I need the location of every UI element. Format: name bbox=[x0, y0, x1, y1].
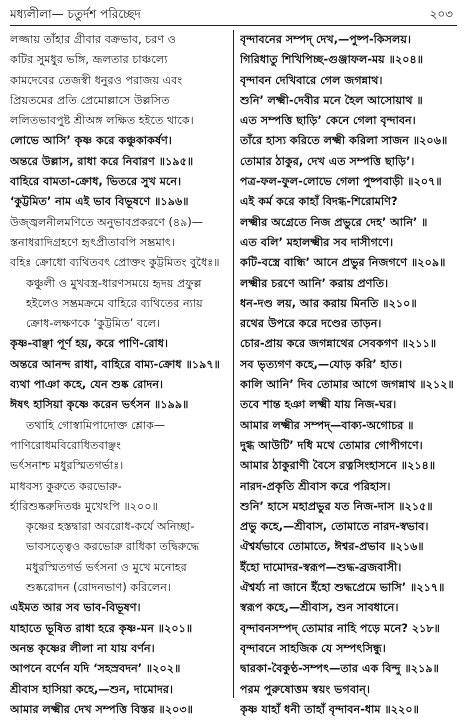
right-text-line: আমার লক্ষ্মীর সম্পদ্—বাক্য-অগোচর ॥ bbox=[240, 418, 414, 432]
right-text-line: কালি আনি’ দিব তোমার আগে জগন্নাথ ॥২১২॥ bbox=[240, 378, 454, 392]
left-text-line: অন্তরে উল্লাস, রাধা করে নিবারণ ॥১৯৫॥ bbox=[10, 154, 194, 168]
left-text-line: বাহিরে বামতা-ক্রোধ, ভিতরে সুখ মনে। bbox=[10, 175, 182, 189]
right-text-line: শুনি’ হাসে মহাপ্রভুর যত নিজ-দাস ॥২১৫॥ bbox=[240, 499, 433, 513]
left-column bbox=[10, 30, 232, 720]
left-text-line: যাহাতে ভূষিত রাধা হরে কৃষ্ণ-মন ॥২০১॥ bbox=[10, 621, 193, 635]
right-text-line: শুনি’ লক্ষ্মী-দেবীর মনে হৈল আসোয়াথ ॥ bbox=[240, 93, 423, 107]
left-text-line: ক্রোধ-লক্ষণকে ‘কুট্টমিত’ বলে। bbox=[26, 317, 160, 331]
left-text-line: অন্তরে আনন্দ রাধা, বাহিরে বাম্য-ক্রোধ ॥১৯৭॥ bbox=[10, 357, 221, 371]
right-text-line: তাঁরে হাস্য করিতে লক্ষ্মী করিলা সাজন ॥২০৬॥ bbox=[240, 134, 448, 148]
page-header bbox=[0, 0, 469, 24]
right-text-line: দ্বারকা-বৈকুণ্ঠ-সম্পৎ—তার এক বিন্দু ॥২১৯॥ bbox=[240, 662, 439, 676]
right-column bbox=[240, 30, 462, 720]
right-text-line: সব ভৃত্যগণ কহে,—যোড় করি’ হাত। bbox=[240, 357, 403, 371]
left-text-line: ভর্ৎসনাশ্চ মধুরস্মিতগর্ভাঃ। bbox=[10, 459, 124, 473]
left-text-line: অনন্ত কৃষ্ণের লীলা না যায় বর্ণন। bbox=[10, 641, 155, 655]
left-text-line: মাধবস্য কুরুতে করভোরু- bbox=[10, 479, 122, 493]
right-text-line: গিরিধাতু শিখিপিচ্ছ-গুঞ্জাফল-ময় ॥২০৪॥ bbox=[240, 53, 424, 67]
left-text-line: তথাহি গোস্বামিপাদোক্ত শ্লোক— bbox=[26, 418, 166, 432]
page-number: ২০৩ bbox=[429, 7, 453, 21]
right-text-line: ধন-দণ্ড লয়, আর করায় মিনতি ॥২১০॥ bbox=[240, 296, 417, 310]
right-text-line: লক্ষ্মীর চরণে আনি’ করায় প্রণতি। bbox=[240, 276, 389, 290]
left-text-line: লোভে আসি’ কৃষ্ণ করে কঞ্চুকাকর্ষণ। bbox=[10, 134, 172, 148]
right-text-line: প্রভু কহে,—শ্রীবাস, তোমাতে নারদ-স্বভাব। bbox=[240, 520, 429, 534]
left-text-line: শুষ্করোদন (রোদনভাণ) করিলেন। bbox=[26, 581, 171, 595]
right-text-line: তোমার ঠাকুর, দেখ এত সম্পত্তি ছাড়ি’। bbox=[240, 154, 415, 168]
right-text-line: পরম পুরুষোত্তম স্বয়ং ভগবান্। bbox=[240, 682, 370, 696]
left-text-line: কৃষ্ণ-বাঞ্ছা পূর্ণ হয়, করে পাণি-রোধ। bbox=[10, 337, 168, 351]
left-text-line: আপনে বর্ণেন যদি ‘সহস্রবদন’ ॥২০২॥ bbox=[10, 662, 181, 676]
left-text-line: ললিতভাবপুষ্ট শ্রীঅঙ্গ লক্ষিত হইতে থাকে। bbox=[10, 114, 194, 128]
right-text-line: কটি-বস্ত্রে বান্ধি’ আনে প্রভুর নিজগণে ॥২০৯॥ bbox=[240, 256, 446, 270]
left-text-line: আমার লক্ষ্মীর দেখ সম্পত্তি বিস্তর ॥২০৩॥ bbox=[10, 702, 193, 716]
right-text-line: আমার ঠাকুরাণী বৈসে রত্নসিংহাসনে ॥২১৪॥ bbox=[240, 459, 436, 473]
left-text-line: এইমত আর সব ভাব-বিভূষণ। bbox=[10, 601, 141, 615]
right-text-line: কৃষ্ণ যাহাঁ ধনী তাহাঁ বৃন্দাবন-ধাম ॥২২০॥ bbox=[240, 702, 419, 716]
right-text-line: তবে শান্ত হঞা লক্ষ্মী যায় নিজ-ঘর। bbox=[240, 398, 397, 412]
left-text-line: হইলেও সম্ভ্রমক্রমে বাহিরে ব্যথিতের ন্যায় bbox=[26, 296, 203, 310]
right-text-line: লক্ষ্মীর অগ্রেতে নিজ প্রভুরে দেহ’ আনি’ ॥ bbox=[240, 215, 428, 229]
left-text-line: ঈষৎ হাসিয়া কৃষ্ণে করেন ভর্ৎসন ॥১৯৯॥ bbox=[10, 398, 189, 412]
right-text-line: বৃন্দাবনসম্পদ্ তোমার নাহি পড়ে মনে? ২১৮॥ bbox=[240, 621, 440, 635]
left-text-line: ‘কুট্টমিত’ নাম এই ভাব বিভূষণে ॥১৯৬॥ bbox=[10, 195, 189, 209]
left-text-line: ভাবসত্ত্বেও করভোরু রাধিকা তদ্বিরুদ্ধে bbox=[26, 540, 200, 554]
right-text-line: রথের উপরে করে দণ্ডের তাড়ন। bbox=[240, 317, 382, 331]
left-text-line: কামদেবের তেজস্বী ধনুরও পরাজয় এবং bbox=[10, 73, 183, 87]
right-text-line: এত সম্পত্তি ছাড়ি’ কেনে গেলা বৃন্দাবন। bbox=[240, 114, 416, 128]
left-text-line: বহিঃ ক্রোধো ব্যথিতবৎ প্রোক্তং কুট্টমিতং বুধৈঃ॥ bbox=[10, 256, 220, 270]
right-text-line: ঐশ্বর্য্য না জানে ইঁহো শুদ্ধপ্রেমে ভাসি’ ॥২১৭॥ bbox=[240, 581, 445, 595]
left-text-line: প্রিয়তমের প্রতি প্রেমোল্লাসে উল্লসিত bbox=[10, 93, 170, 107]
right-text-line: বৃন্দাবনের সম্পদ্ দেখ,—পুষ্প-কিসলয়। bbox=[240, 33, 411, 46]
right-text-line: পত্র-ফল-ফুল-লোভে গেলা পুষ্পবাড়ী ॥২০৭॥ bbox=[240, 175, 442, 189]
right-text-line: এত বলি’ মহালক্ষ্মীর সব দাসীগণে। bbox=[240, 235, 394, 249]
right-text-line: স্বরূপ কহে,—শ্রীবাস, শুন সাবধানে। bbox=[240, 601, 399, 615]
left-text-line: উজ্জ্বলনীলমণিতে অনুভাবপ্রকরণে (৪৯)— bbox=[10, 215, 203, 229]
right-text-line: ইঁহো দামোদর-স্বরূপ—শুদ্ধ-ব্রজবাসী। bbox=[240, 560, 402, 574]
left-text-line: ব্যথা পাঞা কহে, যেন শুষ্ক রোদন। bbox=[10, 378, 164, 392]
running-title: মধ্যলীলা— চতুর্দশ পরিচ্ছেদ bbox=[10, 7, 141, 21]
column-divider bbox=[233, 30, 234, 698]
left-text-line: কটির সুমধুর ভঙ্গি, ভ্রূলতার চাঞ্চল্যে bbox=[10, 53, 168, 67]
right-text-line: ঐশ্বর্যভাবে তোমাতে, ঈশ্বর-প্রভাব ॥২১৬॥ bbox=[240, 540, 424, 554]
right-text-line: বৃন্দাবন দেখিবারে গেল জগন্নাথ। bbox=[240, 73, 383, 87]
left-text-line: র্হারিশুষ্করুদিতঞ্চ মুখেঽপি ॥২০০॥ bbox=[10, 499, 158, 513]
right-text-line: এই কর্ম করে কাহাঁ বিদগ্ধ-শিরোমণি? bbox=[240, 195, 398, 209]
left-text-line: কঞ্চুলী ও মুখবস্ত্র-ধারণসময়ে হৃদয় প্রফুল্ল bbox=[26, 276, 202, 290]
right-text-line: নারদ-প্রকৃতি শ্রীবাস করে পরিহাস। bbox=[240, 479, 391, 493]
left-text-line: কৃষ্ণের হস্তদ্বারা অবরোধ-কর্যে অনিচ্ছা- bbox=[26, 520, 195, 534]
left-text-line: স্তনাধরাদিগ্রহণে হৃৎপ্রীতাবপি সম্ভ্রমাৎ। bbox=[10, 235, 175, 249]
left-text-line: শ্রীবাস হাসিয়া কহে,—শুন, দামোদর। bbox=[10, 682, 174, 696]
right-text-line: বৃন্দাবনে সাহজিক যে সম্পৎসিন্ধু। bbox=[240, 641, 386, 655]
left-text-line: লজ্জায় তাঁহার গ্রীবার বক্রভাব, চরণ ও bbox=[10, 33, 176, 46]
right-text-line: চোর-প্রায় করে জগন্নাথের সেবকগণ ॥২১১॥ bbox=[240, 337, 437, 351]
header-rule bbox=[10, 25, 457, 26]
left-text-line: মধুরস্মিতগর্ভ ভর্ৎসনা ও মুখে মনোহর bbox=[26, 560, 187, 574]
right-text-line: দুগ্ধ আউটি’ দধি মথে তোমার গোপীগণে। bbox=[240, 438, 423, 452]
left-text-line: পাণিরোধমবিরোধিতবাঞ্ছং bbox=[10, 438, 121, 452]
